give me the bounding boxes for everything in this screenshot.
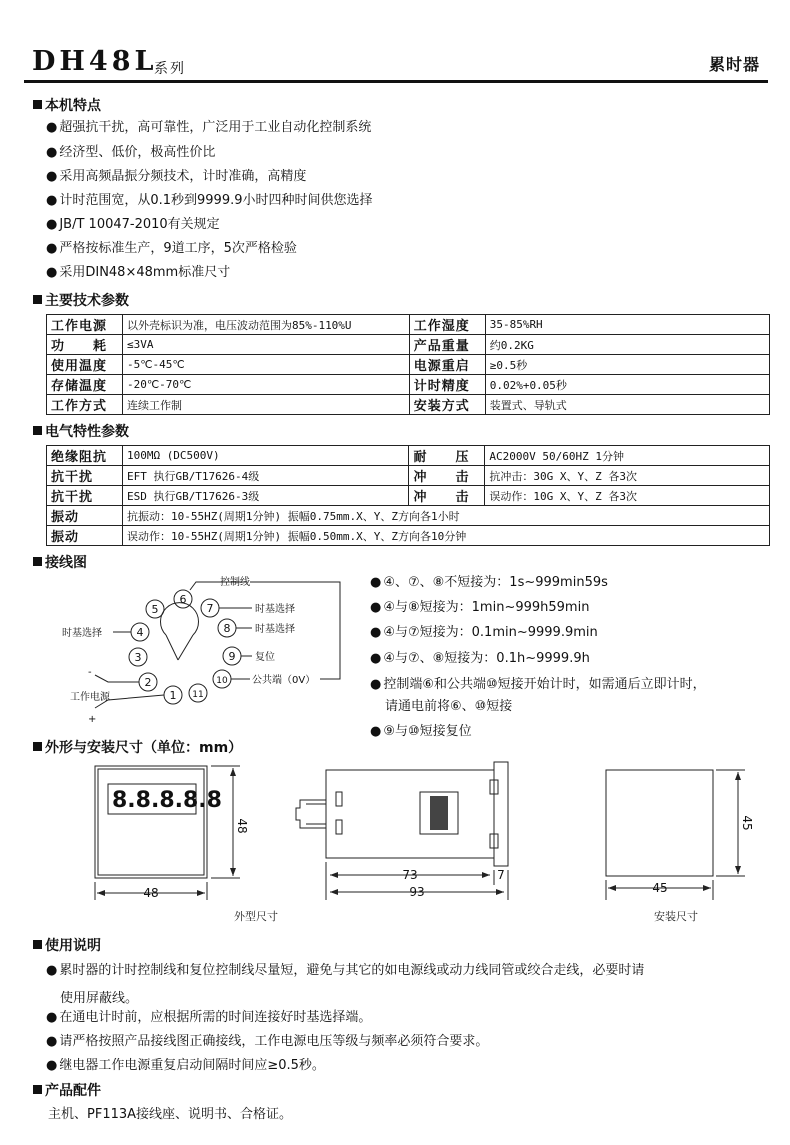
param-value: ≥0.5秒 <box>485 355 769 375</box>
table-row <box>47 446 770 466</box>
side-notch <box>336 792 342 806</box>
dim-label: 73 <box>402 868 418 882</box>
table-row <box>47 335 770 355</box>
page-header <box>24 36 768 82</box>
section-features-title: 本机特点 <box>33 95 101 115</box>
mount-cutout-outline <box>606 770 713 876</box>
usage-note: ● 累时器的计时控制线和复位控制线尽量短，避免与其它的如电源线或动力线同管或绞合走线，必要时请 <box>46 963 644 979</box>
dim-label: 7 <box>497 868 505 882</box>
param-value: 误动作：10G X、Y、Z 各3次 <box>485 486 770 506</box>
side-notch <box>336 820 342 834</box>
pin-label: 11 <box>192 690 204 700</box>
param-key: 振动 <box>47 526 123 546</box>
section-dims-title: 外形与安装尺寸（单位：mm） <box>33 737 242 757</box>
param-key: 计时精度 <box>409 375 485 395</box>
param-value: 装置式、导轨式 <box>485 395 769 415</box>
dim-label: 93 <box>409 885 425 899</box>
usage-note: ● 继电器工作电源重复启动间隔时间应≥0.5秒。 <box>46 1058 325 1074</box>
socket-key-line <box>166 635 178 660</box>
label-time-base: 时基选择 <box>255 604 295 615</box>
label-time-base-left: 时基选择 <box>62 628 102 639</box>
usage-note: ● 在通电计时前，应根据所需的时间连接好时基选择端。 <box>46 1010 371 1026</box>
relay-coil <box>430 796 448 830</box>
table-row <box>47 466 770 486</box>
table-row <box>47 395 770 415</box>
param-key: 振动 <box>47 506 123 526</box>
dim-label: 45 <box>740 815 754 831</box>
pin-label: 1 <box>169 689 177 702</box>
param-key: 绝缘阻抗 <box>47 446 123 466</box>
usage-note-cont: 使用屏蔽线。 <box>60 991 139 1006</box>
param-key: 工作方式 <box>47 395 123 415</box>
param-value: EFT 执行GB/T17626-4级 <box>122 466 409 486</box>
param-value: -5℃-45℃ <box>122 355 409 375</box>
param-value: ESD 执行GB/T17626-3级 <box>122 486 409 506</box>
param-key: 安装方式 <box>409 395 485 415</box>
series-label: 系列 <box>154 61 186 77</box>
param-value: 抗冲击：30G X、Y、Z 各3次 <box>485 466 770 486</box>
param-key: 抗干扰 <box>47 486 123 506</box>
param-value: AC2000V 50/60HZ 1分钟 <box>485 446 770 466</box>
table-row <box>47 355 770 375</box>
param-key: 抗干扰 <box>47 466 123 486</box>
param-value: 连续工作制 <box>122 395 409 415</box>
socket-key-line <box>178 635 193 660</box>
dim-label: 45 <box>652 881 668 895</box>
label-control: 控制线 <box>220 577 250 588</box>
param-value: 35-85%RH <box>485 315 769 335</box>
label-minus: - <box>88 667 92 678</box>
caption-mount: 安装尺寸 <box>654 910 698 923</box>
pin-label: 3 <box>134 651 142 664</box>
section-accessories-title: 产品配件 <box>33 1080 101 1100</box>
side-flange <box>494 762 508 866</box>
header-rule <box>24 80 768 83</box>
pin-label: 9 <box>228 650 236 663</box>
wiring-note-cont: 请通电前将⑥、⑩短接 <box>385 699 513 714</box>
section-tech-title: 主要技术参数 <box>33 290 129 310</box>
elec-params-table <box>46 445 770 546</box>
param-value: 100MΩ (DC500V) <box>122 446 409 466</box>
caption-outline: 外型尺寸 <box>234 910 278 923</box>
pin-label: 5 <box>151 603 159 616</box>
table-row <box>47 315 770 335</box>
power-minus-wire <box>95 675 139 682</box>
model-name: DH48L <box>32 46 158 77</box>
feature-item: ● 超强抗干扰，高可靠性，广泛用于工业自动化控制系统 <box>46 120 371 136</box>
tech-params-table <box>46 314 770 415</box>
front-panel-outline <box>95 766 207 878</box>
param-key: 工作电源 <box>47 315 123 335</box>
feature-item: ● 经济型、低价，极高性价比 <box>46 145 215 161</box>
dim-label: 48 <box>143 886 159 900</box>
table-row <box>47 526 770 546</box>
param-key: 耐 压 <box>409 446 485 466</box>
usage-note: ● 请严格按照产品接线图正确接线，工作电源电压等级与频率必须符合要求。 <box>46 1034 488 1050</box>
param-key: 冲 击 <box>409 466 485 486</box>
param-key: 冲 击 <box>409 486 485 506</box>
param-value: ≤3VA <box>122 335 409 355</box>
feature-item: ● 计时范围宽，从0.1秒到9999.9小时四种时间供您选择 <box>46 193 373 209</box>
param-value: 以外壳标识为准，电压波动范围为85%-110%U <box>122 315 409 335</box>
section-elec-title: 电气特性参数 <box>33 421 129 441</box>
dim-label: 48 <box>235 818 249 834</box>
side-body-outline <box>326 770 494 858</box>
label-time-base: 时基选择 <box>255 624 295 635</box>
pin-label: 8 <box>223 622 231 635</box>
table-row <box>47 506 770 526</box>
param-value: 约0.2KG <box>485 335 769 355</box>
param-key: 存储温度 <box>47 375 123 395</box>
pin-label: 2 <box>144 676 152 689</box>
param-key: 使用温度 <box>47 355 123 375</box>
param-key: 产品重量 <box>409 335 485 355</box>
param-value: 0.02%+0.05秒 <box>485 375 769 395</box>
display-digits: 8.8.8.8.8 <box>112 788 222 813</box>
param-key: 工作湿度 <box>409 315 485 335</box>
accessories-text: 主机、PF113A接线座、说明书、合格证。 <box>48 1107 293 1122</box>
label-common: 公共端（0V） <box>252 675 316 686</box>
feature-item: ● 采用高频晶振分频技术，计时准确，高精度 <box>46 169 306 185</box>
section-usage-title: 使用说明 <box>33 935 101 955</box>
wiring-note: ● 控制端⑥和公共端⑩短接开始计时，如需通后立即计时， <box>370 677 706 693</box>
label-reset: 复位 <box>255 652 275 663</box>
wiring-note: ● ④与⑦短接为：0.1min~9999.9min <box>370 625 598 641</box>
table-row <box>47 375 770 395</box>
wiring-note: ● ④与⑧短接为：1min~999h59min <box>370 600 589 616</box>
category-label: 累时器 <box>708 55 760 74</box>
feature-item: ● JB/T 10047-2010有关规定 <box>46 217 220 233</box>
wiring-note: ● ④与⑦、⑧短接为：0.1h~9999.9h <box>370 651 590 667</box>
param-key: 电源重启 <box>409 355 485 375</box>
table-row <box>47 486 770 506</box>
wiring-diagram <box>0 560 360 730</box>
wiring-note: ● ④、⑦、⑧不短接为：1s~999min59s <box>370 575 608 591</box>
wiring-note: ● ⑨与⑩短接复位 <box>370 724 472 740</box>
front-panel-inner <box>98 769 204 875</box>
feature-item: ● 采用DIN48×48mm标准尺寸 <box>46 265 230 281</box>
param-value: -20℃-70℃ <box>122 375 409 395</box>
pin-label: 4 <box>136 626 144 639</box>
label-power: 工作电源 <box>70 692 110 703</box>
section-wiring-title: 接线图 <box>33 552 87 572</box>
pin-label: 10 <box>216 676 228 686</box>
param-value: 误动作：10-55HZ(周期1分钟) 振幅0.50mm.X、Y、Z方向各10分钟 <box>122 526 769 546</box>
pin-label: 7 <box>206 602 214 615</box>
feature-item: ● 严格按标准生产，9道工序，5次严格检验 <box>46 241 297 257</box>
pin-label: 6 <box>179 593 187 606</box>
dimension-drawings <box>0 760 790 935</box>
param-key: 功 耗 <box>47 335 123 355</box>
param-value: 抗振动：10-55HZ(周期1分钟) 振幅0.75mm.X、Y、Z方向各1小时 <box>122 506 769 526</box>
label-plus: + <box>88 714 97 725</box>
